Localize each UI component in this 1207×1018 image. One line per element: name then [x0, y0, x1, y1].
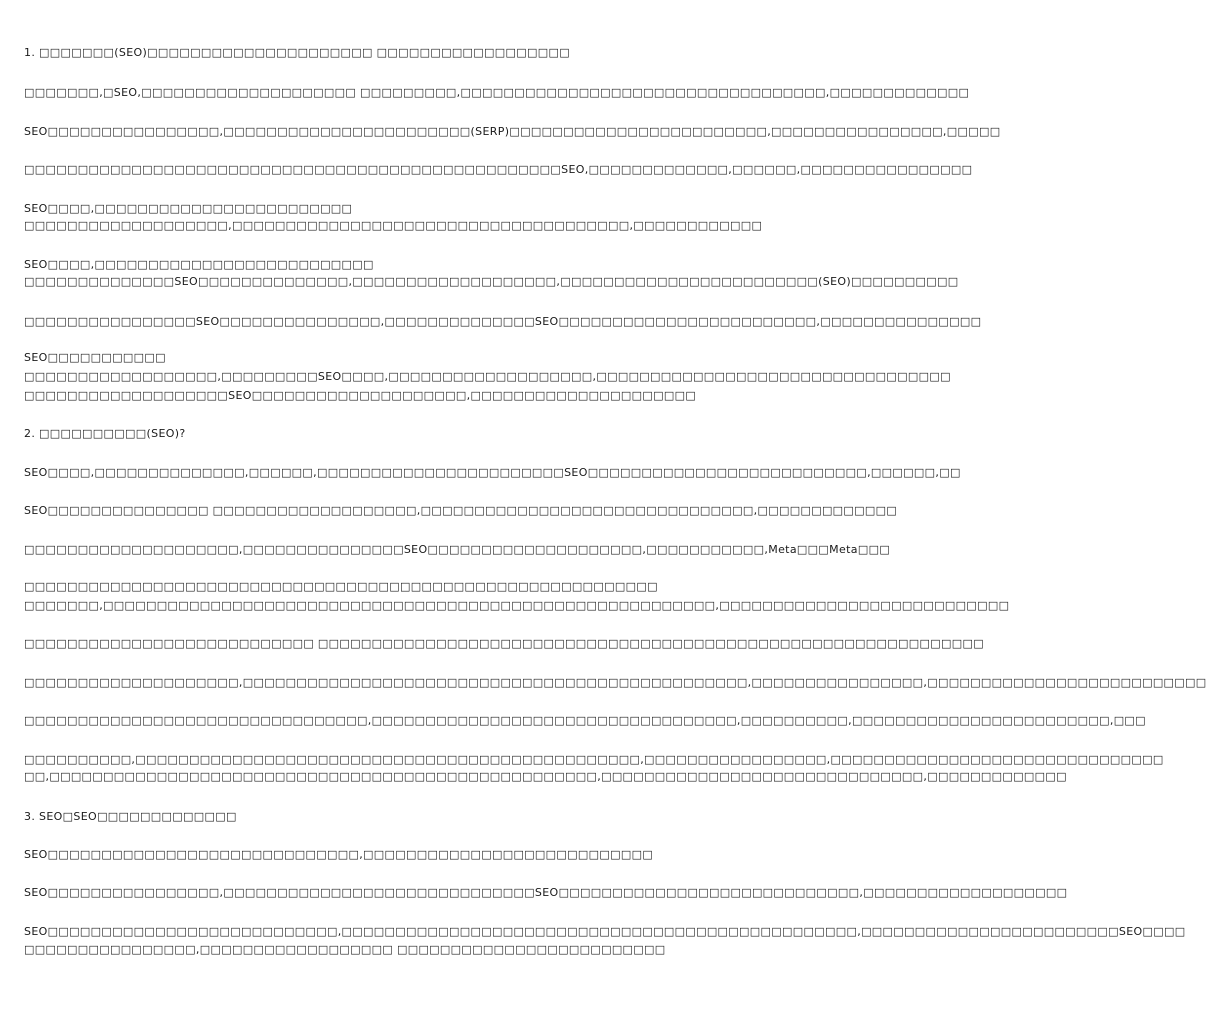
paragraph-line: □□□□□□□,□SEO,□□□□□□□□□□□□□□□□□□□□ □□□□□□□□□,□□□□□□□□□□□□□□□□□□□□□□□□□□□□□□□□□□,□□□□□□□□□□□□□: [24, 86, 970, 99]
paragraph-line: □□□□□□□□□□□□□□□□□□□□□□□□□□□□□□□□,□□□□□□□□□□□□□□□□□□□□□□□□□□□□□□□□□□,□□□□□□□□□□,□□□□□□□□□□□□□□□□□□□□□□□□,□□□: [24, 714, 1146, 727]
paragraph-line: SEO□□□□□□□□□□□□□□□□□□□□□□□□□□□,□□□□□□□□□□□□□□□□□□□□□□□□□□□□□□□□□□□□□□□□□□□□□□□□,□□□□□□□□□□□□□□□□□□□□□□□□SEO□□□□: [24, 925, 1186, 938]
paragraph-line: □□□□□□□,□□□□□□□□□□□□□□□□□□□□□□□□□□□□□□□□□□□□□□□□□□□□□□□□□□□□□□□□□,□□□□□□□□□□□□□□□□□□□□□□□□□□□: [24, 599, 1010, 612]
paragraph-line: □□□□□□□□□□□□□□□□□□,□□□□□□□□□SEO□□□□,□□□□□□□□□□□□□□□□□□□,□□□□□□□□□□□□□□□□□□□□□□□□□□□□□□□□□: [24, 370, 951, 383]
paragraph-line: SEO□□□□□□□□□□□□□□□ □□□□□□□□□□□□□□□□□□□,□□□□□□□□□□□□□□□□□□□□□□□□□□□□□□□,□□□□□□□□□□□□□: [24, 504, 898, 517]
paragraph-line: SEO□□□□□□□□□□□: [24, 351, 166, 364]
paragraph-line: SEO□□□□,□□□□□□□□□□□□□□□□□□□□□□□□□□: [24, 258, 374, 271]
paragraph-line: □□□□□□□□□□□□□□□□□□□□□□□□□□□ □□□□□□□□□□□□□□□□□□□□□□□□□□□□□□□□□□□□□□□□□□□□□□□□□□□□□□□□□□□□□□: [24, 637, 984, 650]
paragraph-line: □□□□□□□□□□□□□□□□,□□□□□□□□□□□□□□□□□□ □□□□□□□□□□□□□□□□□□□□□□□□□: [24, 943, 666, 956]
section-heading: 2. □□□□□□□□□□(SEO)?: [24, 427, 186, 440]
paragraph-line: □□□□□□□□□□□□□□□□□□□□□□□□□□□□□□□□□□□□□□□□□□□□□□□□□□□□□□□□□□□: [24, 580, 658, 593]
paragraph-line: □□□□□□□□□□□□□□□□SEO□□□□□□□□□□□□□□□,□□□□□□□□□□□□□□SEO□□□□□□□□□□□□□□□□□□□□□□□□,□□□□□□□□□□□□□□□: [24, 315, 982, 328]
paragraph-line: □□□□□□□□□□□□□□□□□□□SEO□□□□□□□□□□□□□□□□□□□□,□□□□□□□□□□□□□□□□□□□□□: [24, 389, 697, 402]
paragraph-line: SEO□□□□□□□□□□□□□□□□□□□□□□□□□□□□□,□□□□□□□□□□□□□□□□□□□□□□□□□□□: [24, 848, 654, 861]
paragraph-line: □□□□□□□□□□,□□□□□□□□□□□□□□□□□□□□□□□□□□□□□□□□□□□□□□□□□□□□□□□,□□□□□□□□□□□□□□□□□,□□□□□□□□□□□□□□□□□□□□□□□□□□□□□□□: [24, 753, 1164, 766]
paragraph-line: □□□□□□□□□□□□□□□□□□□,□□□□□□□□□□□□□□□□□□□□□□□□□□□□□□□□□□□□□,□□□□□□□□□□□□: [24, 219, 763, 232]
paragraph-line: □□□□□□□□□□□□□□□□□□□□,□□□□□□□□□□□□□□□SEO□□□□□□□□□□□□□□□□□□□□,□□□□□□□□□□□,Meta□□□Meta□□□: [24, 543, 891, 556]
paragraph-line: □□,□□□□□□□□□□□□□□□□□□□□□□□□□□□□□□□□□□□□□□□□□□□□□□□□□□□,□□□□□□□□□□□□□□□□□□□□□□□□□□□□□□,□□□□□□□□□□□□□: [24, 770, 1067, 783]
paragraph-line: □□□□□□□□□□□□□□□□□□□□,□□□□□□□□□□□□□□□□□□□□□□□□□□□□□□□□□□□□□□□□□□□□□□□,□□□□□□□□□□□□□□□□,□□□□□□□□□□□□□□□□□□□□□□□□□□: [24, 676, 1207, 689]
paragraph-line: SEO□□□□□□□□□□□□□□□□,□□□□□□□□□□□□□□□□□□□□□□□□□□□□□SEO□□□□□□□□□□□□□□□□□□□□□□□□□□□□,□□□□□□□□□□□□□□□□□□□: [24, 886, 1068, 899]
section-heading: 3. SEO□SEO□□□□□□□□□□□□□: [24, 810, 237, 823]
paragraph-line: □□□□□□□□□□□□□□□□□□□□□□□□□□□□□□□□□□□□□□□□□□□□□□□□□□SEO,□□□□□□□□□□□□□,□□□□□□,□□□□□□□□□□□□□□□□: [24, 163, 973, 176]
paragraph-line: SEO□□□□□□□□□□□□□□□□,□□□□□□□□□□□□□□□□□□□□□□□(SERP)□□□□□□□□□□□□□□□□□□□□□□□□,□□□□□□□□□□□□□□□□,□□□□□: [24, 125, 1001, 138]
paragraph-line: SEO□□□□,□□□□□□□□□□□□□□,□□□□□□,□□□□□□□□□□□□□□□□□□□□□□□SEO□□□□□□□□□□□□□□□□□□□□□□□□□□,□□□□□□,□□: [24, 466, 961, 479]
paragraph-line: □□□□□□□□□□□□□□SEO□□□□□□□□□□□□□□,□□□□□□□□□□□□□□□□□□□,□□□□□□□□□□□□□□□□□□□□□□□□(SEO)□□□□□□□□□□: [24, 275, 959, 288]
section-heading: 1. □□□□□□□(SEO)□□□□□□□□□□□□□□□□□□□□□ □□□□□□□□□□□□□□□□□□: [24, 46, 570, 59]
paragraph-line: SEO□□□□,□□□□□□□□□□□□□□□□□□□□□□□□: [24, 202, 353, 215]
